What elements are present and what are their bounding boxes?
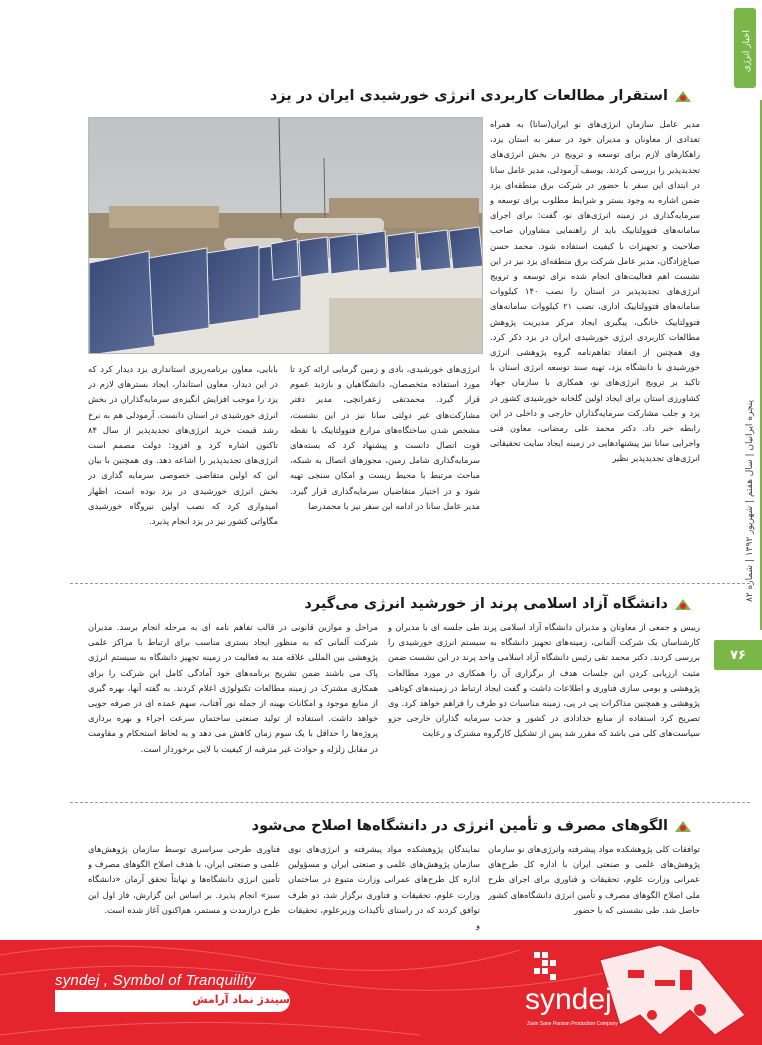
issue-meta: پنجره ایرانیان | سال هفتم | شهریور ۱۳۹۲ | شماره ۸۲ <box>745 400 755 603</box>
divider-1 <box>70 583 750 584</box>
article2-column-right: رییس و جمعی از معاونان و مدیران دانشگاه آزاد اسلامی پرند طی جلسه ای با مدیران و کارشناسان یک شرکت آلمانی، زمینه‌های تجهیز دانشگاه به سیستم انرژی خورشیدی را بررسی کردند. دکتر محمد تقی رئیس دانشگاه آزاد اسلامی واحد پرند در این نشست ضمن مثبت ارزیابی کردن این جلسات هدف از برگزاری آن را همکاری در مورد مطالعات پژوهشی و بومی سازی فناوری و اطلاعات داشت و گفت ایجاد ارتباط در زمینه‌های کوتاهی پژوهشی و همچنین مذاکرات پی در پی، زمینه مناسبات دو طرف را فراهم خواهد کرد. وی تصریح کرد استفاده از منابع خدادادی در کشور و جذب سرمایه گذاران خارجی جزو سیاست‌های کلی می باشد که مقرر شد پس از تشکیل کارگروه مشترک و رعایت <box>388 622 700 739</box>
article1-column-middle: انرژی‌های خورشیدی، بادی و زمین گرمایی ارائه کرد تا مورد استفاده متخصصان، دانشگاهیان و بازدید عموم قرار گیرد. محمدتقی زعفرانچی، مدیر دفتر مشارکت‌های غیر دولتی سانا نیز در این نشست، مشخص شدن ساختگاه‌های مزارع فتوولتاییک با نقطه قوت اتصال دانست و پیشنهاد کرد که بسته‌های سرمایه‌گذاری شامل زمین، مجوزهای اتصال به شبکه، مباحث مرتبط با محیط زیست و امکان سنجی تهیه شود و در اختیار متقاضیان سرمایه‌گذاری قرار گیرد. مدیر عامل سانا در ادامه این سفر نیز با محمدرضا <box>290 364 480 511</box>
side-strip <box>730 0 762 940</box>
article2-heading <box>304 596 692 612</box>
article3-column-middle: نمایندگان پژوهشکده مواد پیشرفته و انرژی‌های نوی سازمان پژوهش‌های علمی و صنعتی ایران و مسؤولین اداره کل طرح‌های عمرانی وزارت متبوع در ساختمان وزارت علوم، تحقیقات و فناوری برگزار شد، دو طرف توافق کردند که در راستای تأکیدات وزیرعلوم، تحقیقات و <box>288 844 480 931</box>
sun-house-icon <box>674 597 692 611</box>
brand-tagline: Zarin Sane Parsian Production Company <box>527 1021 618 1027</box>
article3-heading <box>252 818 692 834</box>
article2-column-left: مراحل و موازین قانونی در قالب تفاهم نامه ای به مرحله انجام برسد. مدیران شرکت آلمانی که به منظور ایجاد بستری مناسب برای ارتباط با مراکز علمی پژوهشی بین المللی علاقه مند به فعالیت در زمینه تجهیز دانشگاه به سیستم انرژی پاک می باشند ضمن تشریح برنامه‌های خود آمادگی کامل این شرکت را برای همکاری مشترک در زمینه مطالعات تکنولوژی اعلام کردند. به گفته آنها، بهره گیری از منابع موجود و امکانات بهینه از جمله نور آفتاب، سهم عمده ای در صرفه جویی خواهد داشت. استفاده از تولید صنعتی ساختمان سرعت اجراء و بهره برداری پروژه‌ها را حداقل با یک سوم زمان کاهش می دهد و به لحاظ استحکام و مقاومت در مقابل زلزله و حوادث غیر مترقبه از کیفیت با لایی برخوردار است. <box>88 622 378 754</box>
article3-column-left: فناوری طرحی سراسری توسط سازمان پژوهش‌های علمی و صنعتی ایران، با هدف اصلاح الگوهای مصرف و تأمین انرژی دانشگاه‌ها و نهایتاً تحقق آرمان «دانشگاه سبز» انجام پذیرد. بر اساس این گزارش، فاز اول این طرح درازمدت و مستمر، هم‌اکنون آغاز شده است. <box>88 844 280 915</box>
syndej-logo-icon <box>530 950 560 982</box>
footer-slogan-en: syndej , Symbol of Tranquility <box>55 972 256 989</box>
sun-house-icon <box>674 819 692 833</box>
article1-heading <box>270 88 692 104</box>
brand-logo-text: syndej <box>525 983 612 1016</box>
section-tab-label: اخبار انرژی <box>742 30 752 73</box>
footer-slogan-fa: سیندژ نماد آرامش <box>192 993 290 1006</box>
article1-title: استقرار مطالعات کاربردی انرژی خورشیدی ایران در یزد <box>269 88 668 104</box>
article1-column-right: مدیر عامل سازمان انرژی‌های نو ایران(سانا) به همراه تعدادی از معاونان و مدیران خود در سفر به استان یزد، راهکارهای لازم برای توسعه و ترویج در بخش انرژی‌های تجدیدپذیر را بررسی کردند. یوسف آرمودلی، مدیر عامل سانا در ابتدای این سفر با حضور در شرکت برق منطقه‌ای یزد ضمن اشاره به وجود بستر و شرایط مطلوب برای توسعه و سرمایه‌گذاری در زمینه انرژی‌های نو، گفت: برای اجرای سامانه‌های فتوولتاییک باید از راهنمایی مشاوران صاحب صلاحیت و تجهیزات با کیفیت استفاده شود. محمد حسن صباغ‌زادگان، مدیر عامل شرکت برق منطقه‌ای یزد نیز در این نشست اهم فعالیت‌های انجام شده برای توسعه و ترویج انرژی‌های تجدیدپذیر در استان را نصب ۱۴۰ کیلووات سامانه‌های فتوولتاییک اداری، نصب ۲۱ کیلووات سامانه‌های فتوولتاییک خانگی، پیگیری ایجاد مرکز مدیریت پژوهش مطالعات کاربردی انرژی خورشیدی ایران در یزد ذکر کرد. وی همچنین از انعقاد تفاهم‌نامه گروه پژوهشی انرژی خورشیدی با دانشگاه یزد، تهیه سند توسعه انرژی استان با تاکید بر ترویج انرژی‌های نو، همکاری با سازمان جهاد کشاورزی استان برای ایجاد اولین گلخانه خورشیدی کشور در یزد و جلب مشارکت سرمایه‌گذاران خارجی و داخلی در این رابطه خبر داد. دکتر محمد علی رمضانی، معاون فنی واجرایی سانا نیز پیشنهادهایی در زمینه ایجاد سایت تحقیقاتی انرژی‌های تجدیدپذیر نظیر <box>490 119 700 464</box>
article2-title: دانشگاه آزاد اسلامی پرند از خورشید انرژی می‌گیرد <box>304 596 668 612</box>
article3-title: الگوهای مصرف و تأمین انرژی در دانشگاه‌ها اصلاح می‌شود <box>251 818 668 834</box>
sun-house-icon <box>674 89 692 103</box>
divider-2 <box>70 802 750 803</box>
article1-column-left: بابایی، معاون برنامه‌ریزی استانداری یزد دیدار کرد که در این دیدار، معاون استاندار، ایجاد بسترهای لازم در یزد را موجب افزایش انگیزه‌ی سرمایه‌گذاران در بخش انرژی خورشیدی در استان دانست. آرمودلی هم به نرخ رشد قیمت خرید انرژی‌های تجدیدپذیر از سال ۸۴ تاکنون اشاره کرد و افزود: دولت مصمم است انرژی‌های تجدیدپذیر را اشاعه دهد. وی همچنین با بیان این که اولین متقاضی خصوصی سرمایه گذاری در بخش انرژی خورشیدی در یزد بوده است، اظهار امیدواری کرد که نصب اولین نیروگاه خورشیدی مگاواتی کشور نیز در یزد انجام پذیرد. <box>88 364 278 527</box>
page-number: ۷۶ <box>714 640 762 670</box>
solar-panels-photo <box>88 117 483 354</box>
article3-column-right: توافقات کلی پژوهشکده مواد پیشرفته وانرژی‌های نو سازمان پژوهش‌های علمی و صنعتی ایران با اداره کل طرح‌های عمرانی وزارت علوم، تحقیقات و فناوری برای اجرای طرح ملی اصلاح الگوهای مصرف و تأمین انرژی دانشگاه‌های کشور حاصل شد. طی نشستی که با حضور <box>488 844 700 915</box>
